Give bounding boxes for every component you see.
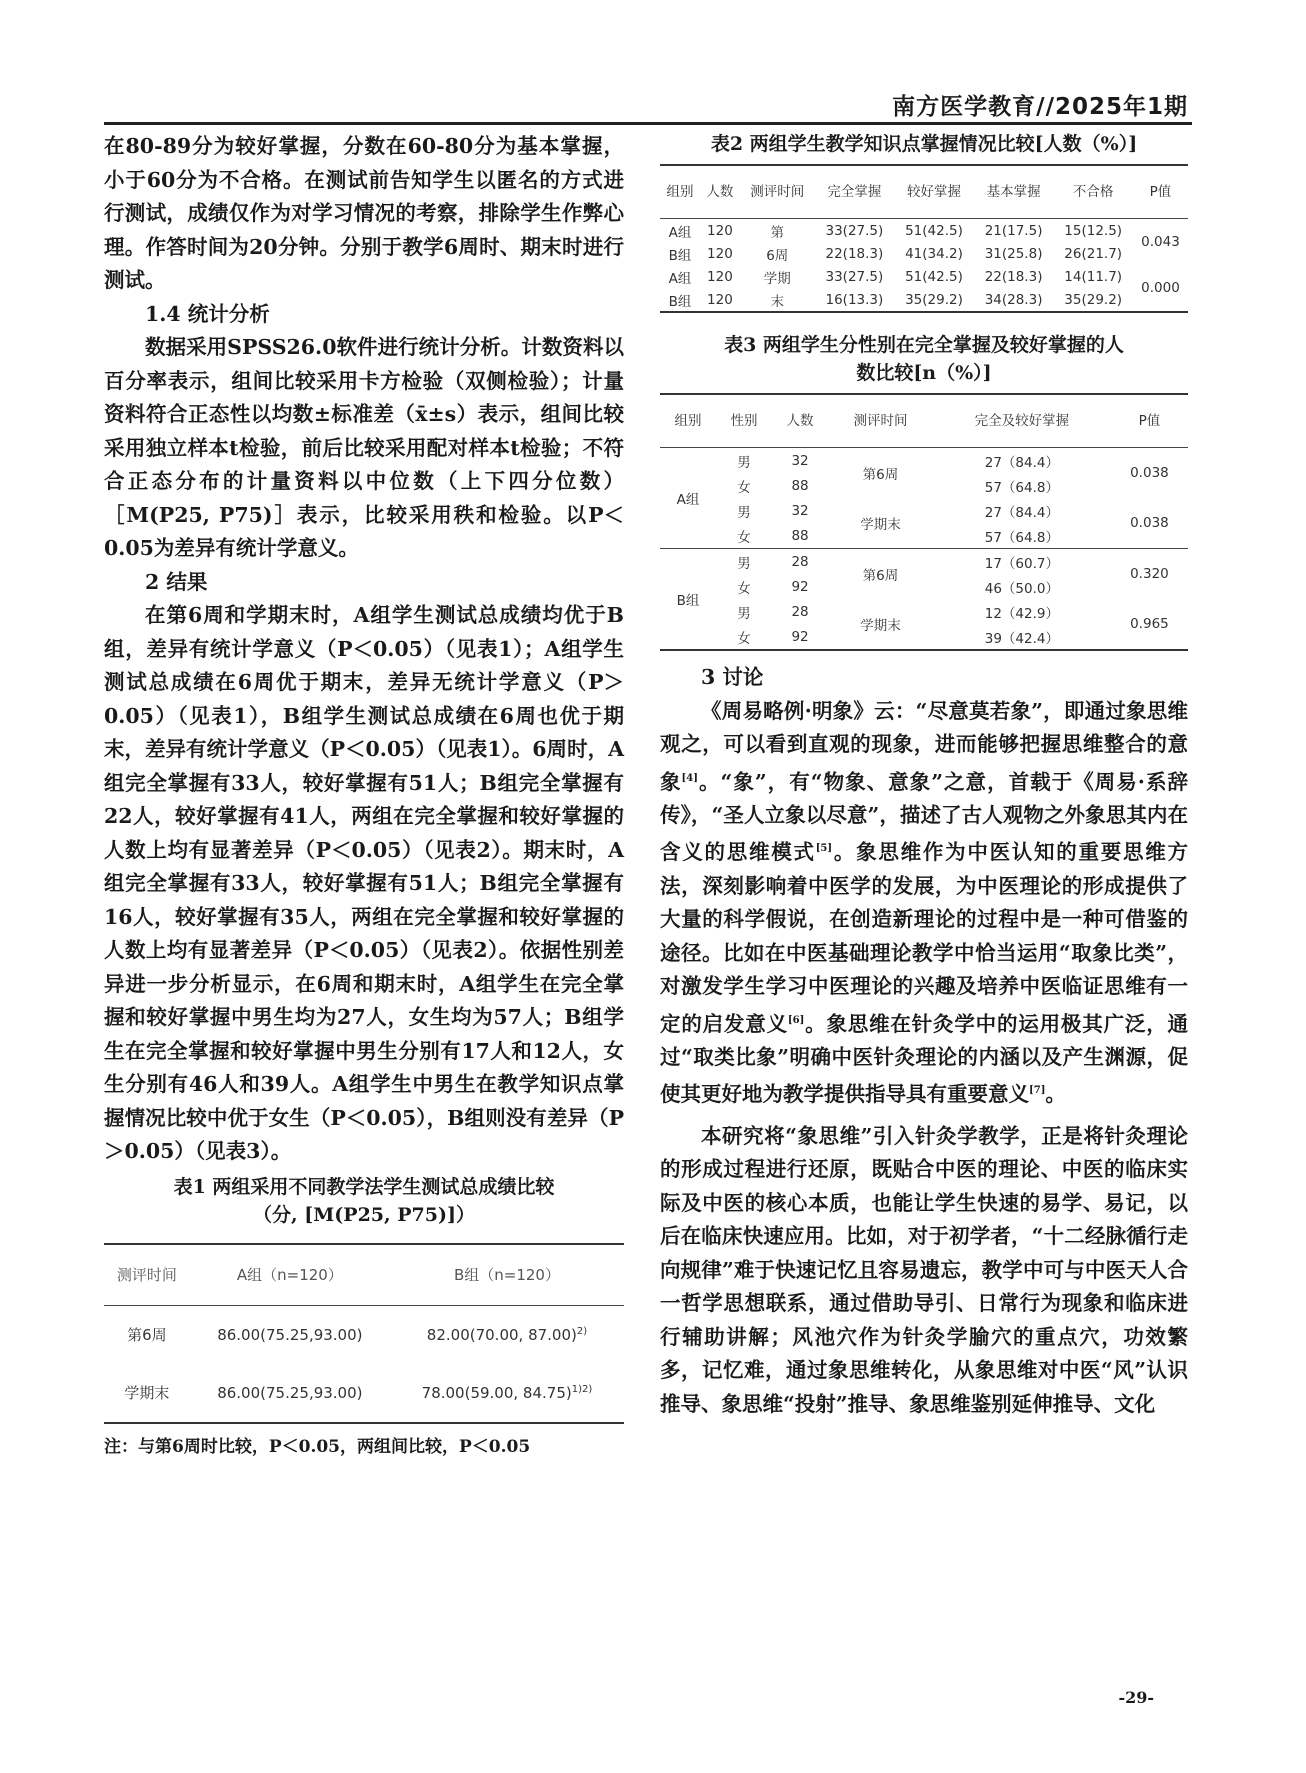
p-value-cell: 0.043 — [1141, 234, 1180, 250]
table-cell: 男 — [737, 605, 751, 622]
table-cell: 92 — [791, 578, 809, 595]
table-cell: 35(29.2) — [905, 291, 963, 308]
table-cell: 女 — [737, 580, 751, 597]
paragraph-discussion-1 — [660, 695, 1188, 1112]
table-header: 组别 — [660, 394, 716, 448]
table-cell: 39（42.4） — [984, 630, 1059, 647]
table-row — [660, 219, 1188, 243]
table-cell: 女 — [737, 479, 751, 496]
table-cell: 120 — [707, 245, 733, 262]
left-column — [104, 130, 624, 1462]
table-cell: B组 — [668, 247, 692, 264]
table-cell: 46（50.0） — [984, 580, 1059, 597]
citation: [5] — [815, 843, 833, 855]
p-value-cell: 0.038 — [1130, 465, 1169, 481]
right-column — [660, 130, 1188, 1421]
table-header: P值 — [1111, 394, 1188, 448]
table-header-row — [104, 1244, 624, 1306]
time-cell: 学期末 — [860, 517, 901, 533]
table-cell: 27（84.4） — [984, 454, 1059, 471]
table-cell: 28 — [791, 603, 809, 620]
table1-note: 注：与第6周时比较，P＜0.05，两组间比较，P＜0.05 — [104, 1436, 531, 1457]
text-span: 。 — [1045, 1082, 1066, 1107]
p-value-cell: 0.038 — [1130, 515, 1169, 531]
table-1 — [104, 1243, 624, 1424]
table-cell: 31(25.8) — [984, 245, 1043, 262]
section-heading-discussion: 3 讨论 — [701, 665, 764, 689]
page-number: -29- — [1118, 1688, 1154, 1707]
table-cell: 16(13.3) — [825, 291, 884, 308]
group-cell: B组 — [660, 549, 716, 651]
table-header: 测评时间 — [740, 165, 815, 219]
p-value-cell: 0.000 — [1141, 280, 1180, 296]
table-cell: 86.00(75.25,93.00) — [217, 1325, 363, 1344]
table-cell: 男 — [716, 549, 772, 575]
table-cell: 92 — [791, 628, 809, 645]
table-cell: 27（84.4） — [984, 504, 1059, 521]
table-cell: 14(11.7) — [1064, 268, 1123, 285]
section-heading-stats: 1.4 统计分析 — [145, 301, 270, 326]
table-cell: 第6周 — [127, 1326, 167, 1344]
paragraph-stats: 数据采用SPSS26.0软件进行统计分析。计数资料以百分率表示，组间比较采用卡方检验（双侧检验）；计量资料符合正态性以均数±标准差（x̄±s）表示，组间比较采用独立样本t检验，前后比较采用配对样本t检验；不符合正态分布的计量资料以中位数（上下四分位数）［M(P25, P75)］表示，比较采用秩和检验。以P＜0.05为差异有统计学意义。 — [104, 335, 624, 560]
table-row — [660, 265, 1188, 288]
table-header: 较好掌握 — [894, 165, 974, 219]
table-cell — [390, 1305, 624, 1364]
table-row — [660, 448, 1188, 474]
table-header: 完全掌握 — [815, 165, 895, 219]
table-row — [660, 599, 1188, 624]
table-cell: A组 — [668, 270, 692, 287]
table-header: 人数 — [772, 394, 828, 448]
table-cell: 21(17.5) — [984, 222, 1043, 239]
table-header: B组（n=120） — [390, 1244, 624, 1306]
table-header: P值 — [1133, 165, 1188, 219]
table-cell: 32 — [791, 452, 809, 469]
table-cell: 男 — [737, 454, 751, 471]
table-row — [104, 1305, 624, 1364]
table-cell: 26(21.7) — [1064, 245, 1123, 262]
table-cell: 学期末 — [124, 1384, 170, 1402]
table-cell: 28 — [772, 549, 828, 575]
footnote-marker: 2) — [576, 1325, 588, 1337]
table-row — [660, 498, 1188, 523]
table-cell: 86.00(75.25,93.00) — [217, 1383, 363, 1402]
table-cell: 33(27.5) — [825, 268, 884, 285]
table-cell: 女 — [737, 529, 751, 546]
citation: [6] — [787, 1014, 805, 1026]
table-cell: 学期 — [763, 270, 791, 287]
text-span: 。象思维作为中医认知的重要思维方法，深刻影响着中医学的发展，为中医理论的形成提供了大量的科学假说，在创造新理论的过程中是一种可借鉴的途径。比如在中医基础理论教学中恰当运用“取象比类”，对激发学生学习中医理论的兴趣及培养中医临证思维有一定的启发意义 — [660, 840, 1189, 1036]
table3-caption-sub: 数比较[n（%）] — [856, 362, 992, 384]
table-cell: 88 — [791, 477, 809, 494]
table-cell: 第 — [770, 224, 784, 241]
table1-caption: 表1 两组采用不同教学法学生测试总成绩比较 — [173, 1175, 555, 1198]
table-header: 完全及较好掌握 — [933, 394, 1111, 448]
time-cell: 第6周 — [828, 549, 933, 600]
table-cell: 6周 — [766, 247, 789, 264]
table-row — [660, 288, 1188, 312]
table-cell: 34(28.3) — [984, 291, 1043, 308]
group-cell: A组 — [676, 492, 700, 508]
table-3 — [660, 393, 1188, 651]
table1-caption-sub: （分, [M(P25, P75)]） — [253, 1203, 475, 1226]
table-cell: 51(42.5) — [905, 268, 963, 285]
table-row — [660, 549, 1188, 575]
table-cell: 17（60.7） — [933, 549, 1111, 575]
header-rule — [104, 122, 1192, 125]
table-header: 测评时间 — [104, 1244, 190, 1306]
section-heading-results: 2 结果 — [145, 569, 208, 594]
citation: [4] — [681, 772, 698, 784]
text-span: 。“象”，有“物象、意象”之意，首载于《周易·系辞传》，“圣人立象以尽意”，描述了古人观物之外象思其内在含义的思维模式 — [660, 769, 1188, 865]
table3-caption: 表3 两组学生分性别在完全掌握及较好掌握的人 — [724, 334, 1124, 356]
table-cell: 57（64.8） — [984, 479, 1059, 496]
table-header: 组别 — [660, 165, 700, 219]
paragraph-scoring: 在80-89分为较好掌握，分数在60-80分为基本掌握，小于60分为不合格。在测试前告知学生以匿名的方式进行测试，成绩仅作为对学习情况的考察，排除学生作弊心理。作答时间为20分钟。分别于教学6周时、期末时进行测试。 — [104, 134, 624, 292]
table-cell: 41(34.2) — [905, 245, 963, 262]
cell-value: 82.00(70.00, 87.00) — [426, 1325, 577, 1344]
table-cell: B组 — [668, 293, 692, 310]
table-cell: 15(12.5) — [1064, 222, 1123, 239]
table-header: 测评时间 — [828, 394, 933, 448]
table-cell: 32 — [791, 502, 809, 519]
table-cell: 22(18.3) — [984, 268, 1043, 285]
table-cell — [390, 1364, 624, 1423]
footnote-marker: 1)2) — [571, 1383, 593, 1395]
table-cell: 120 — [707, 268, 733, 285]
paragraph-results: 在第6周和学期末时，A组学生测试总成绩均优于B组，差异有统计学意义（P＜0.05）（见表1）；A组学生测试总成绩在6周优于期末，差异无统计学意义（P＞0.05）（见表1），B组学生测试总成绩在6周也优于期末，差异有统计学意义（P＜0.05）（见表1）。6周时，A组完全掌握有33人，较好掌握有51人；B组完全掌握有22人，较好掌握有41人，两组在完全掌握和较好掌握的人数上均有显著差异（P＜0.05）（见表2）。期末时，A组完全掌握有33人，较好掌握有51人；B组完全掌握有16人，较好掌握有35人，两组在完全掌握和较好掌握的人数上均有显著差异（P＜0.05）（见表2）。依据性别差异进一步分析显示，在6周和期末时，A组学生在完全掌握和较好掌握中男生均为27人，女生均为57人；B组学生在完全掌握和较好掌握中男生分别有17人和12人，女生分别有46人和39人。A组学生中男生在教学知识点掌握情况比较中优于女生（P＜0.05），B组则没有差异（P＞0.05）（见表3）。 — [104, 603, 624, 1163]
table-header: 基本掌握 — [974, 165, 1054, 219]
table-header: A组（n=120） — [190, 1244, 390, 1306]
cell-value: 78.00(59.00, 84.75) — [421, 1383, 572, 1402]
text-span: 《周易略例·明象》云：“尽意莫若象”，即通过象思维观之，可以看到直观的现象，进而能够把握思维整合的意象 — [660, 698, 1188, 794]
p-value-cell: 0.965 — [1130, 616, 1169, 632]
table-header-row — [660, 165, 1188, 219]
table-cell: 末 — [770, 293, 784, 310]
table-cell: 男 — [737, 504, 751, 521]
table-header: 人数 — [700, 165, 740, 219]
table-header-row — [660, 394, 1188, 448]
table-cell: 120 — [707, 291, 733, 308]
table-cell: 35(29.2) — [1064, 291, 1123, 308]
paragraph-discussion-2: 本研究将“象思维”引入针灸学教学，正是将针灸理论的形成过程进行还原，既贴合中医的理论、中医的临床实际及中医的核心本质，也能让学生快速的易学、易记，以后在临床快速应用。比如，对于初学者，“十二经脉循行走向规律”难于快速记忆且容易遗忘，教学中可与中医天人合一哲学思想联系，通过借助导引、日常行为现象和临床进行辅助讲解；风池穴作为针灸学腧穴的重点穴，功效繁多，记忆难，通过象思维转化，从象思维对中医“风”认识推导、象思维“投射”推导、象思维鉴别延伸推导、文化 — [660, 1123, 1188, 1416]
table-cell: 88 — [791, 527, 809, 544]
table-header: 性别 — [716, 394, 772, 448]
table-row — [660, 242, 1188, 265]
table-cell: 女 — [737, 630, 751, 647]
journal-header: 南方医学教育//2025年1期 — [892, 94, 1188, 120]
text-span: 。象思维在针灸学中的运用极其广泛，通过“取类比象”明确中医针灸理论的内涵以及产生渊源，促使其更好地为教学提供指导具有重要意义 — [660, 1011, 1189, 1107]
table-cell: 51(42.5) — [905, 222, 963, 239]
citation: [7] — [1029, 1085, 1046, 1097]
p-value-cell: 0.320 — [1111, 549, 1188, 600]
table-2 — [660, 164, 1188, 313]
table-row — [104, 1364, 624, 1423]
table-cell: 22(18.3) — [825, 245, 884, 262]
table-cell: 120 — [707, 222, 733, 239]
table-cell: 57（64.8） — [984, 529, 1059, 546]
time-cell: 第6周 — [862, 467, 899, 483]
table-header: 不合格 — [1053, 165, 1133, 219]
table-cell: A组 — [668, 224, 692, 241]
table2-caption: 表2 两组学生教学知识点掌握情况比较[人数（%）] — [710, 133, 1138, 155]
time-cell: 学期末 — [860, 618, 901, 634]
table-cell: 12（42.9） — [984, 605, 1059, 622]
table-cell: 33(27.5) — [825, 222, 884, 239]
